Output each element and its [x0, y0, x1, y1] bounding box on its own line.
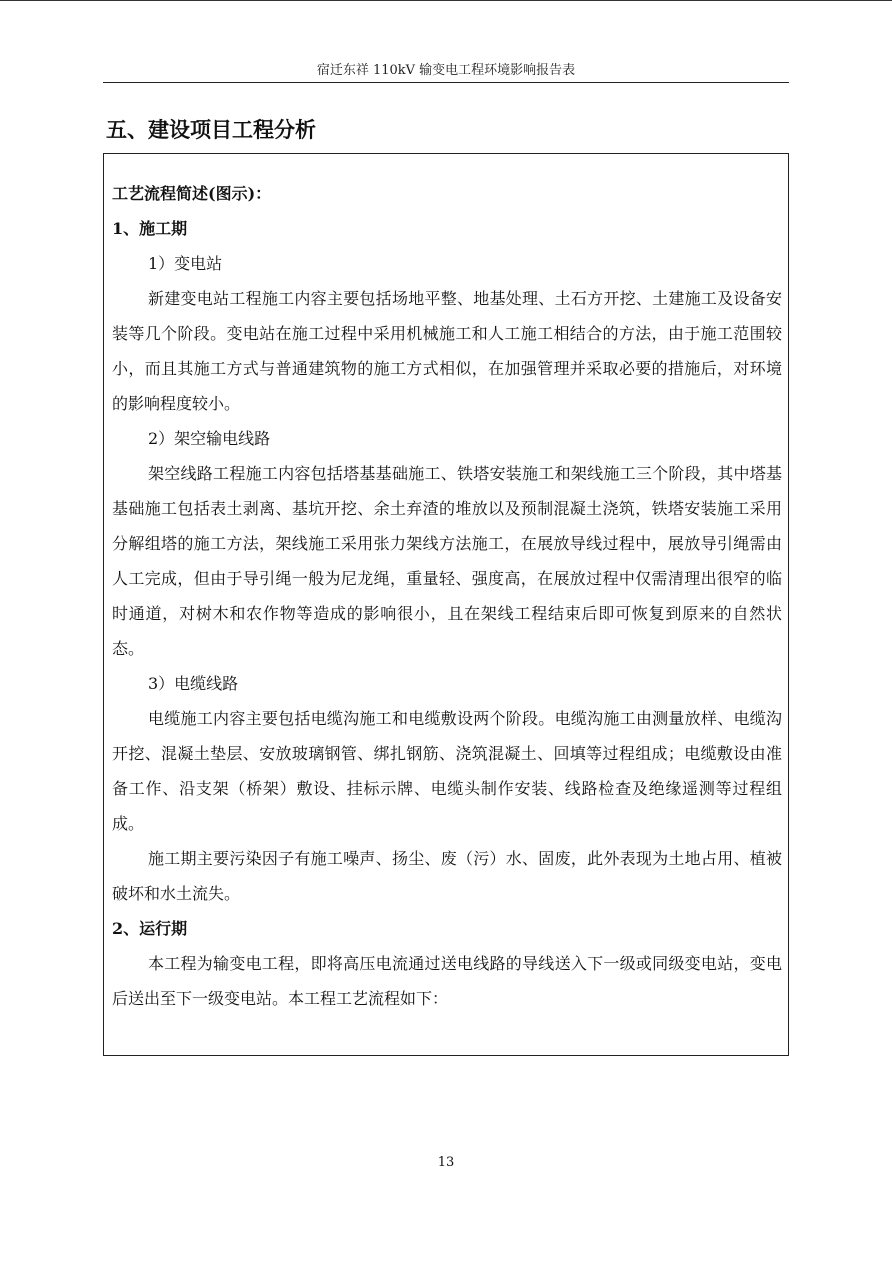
content-body	[112, 176, 782, 1016]
overhead-line-subheading: 2）架空输电线路	[148, 429, 271, 448]
header-rule	[103, 82, 789, 83]
page-number: 13	[437, 1155, 455, 1170]
content-table-box	[103, 153, 789, 1056]
operation-paragraph: 本工程为输变电工程，即将高压电流通过送电线路的导线送入下一级或同级变电站，变电后送出至下一级变电站。本工程工艺流程如下：	[112, 954, 782, 1008]
process-heading: 工艺流程简述(图示)：	[112, 184, 272, 203]
substation-subheading: 1）变电站	[148, 254, 223, 273]
running-header: 宿迁东祥 110kV 输变电工程环境影响报告表	[316, 63, 576, 78]
section-title: 五、建设项目工程分析	[106, 117, 316, 142]
substation-paragraph: 新建变电站工程施工内容主要包括场地平整、地基处理、土石方开挖、土建施工及设备安装等几个阶段。变电站在施工过程中采用机械施工和人工施工相结合的方法，由于施工范围较小，而且其施工方式与普通建筑物的施工方式相似，在加强管理并采取必要的措施后，对环境的影响程度较小。	[112, 289, 782, 413]
overhead-line-paragraph: 架空线路工程施工内容包括塔基基础施工、铁塔安装施工和架线施工三个阶段，其中塔基基础施工包括表土剥离、基坑开挖、余土弃渣的堆放以及预制混凝土浇筑，铁塔安装施工采用分解组塔的施工方法，架线施工采用张力架线方法施工，在展放导线过程中，展放导引绳需由人工完成，但由于导引绳一般为尼龙绳，重量轻、强度高，在展放过程中仅需清理出很窄的临时通道，对树木和农作物等造成的影响很小，且在架线工程结束后即可恢复到原来的自然状态。	[112, 464, 782, 658]
pollution-paragraph: 施工期主要污染因子有施工噪声、扬尘、废（污）水、固废，此外表现为土地占用、植被破坏和水土流失。	[112, 849, 782, 903]
page-top-border	[0, 0, 892, 1]
cable-line-paragraph: 电缆施工内容主要包括电缆沟施工和电缆敷设两个阶段。电缆沟施工由测量放样、电缆沟开挖、混凝土垫层、安放玻璃钢管、绑扎钢筋、浇筑混凝土、回填等过程组成；电缆敷设由准备工作、沿支架（桥架）敷设、挂标示牌、电缆头制作安装、线路检查及绝缘遥测等过程组成。	[112, 709, 782, 833]
cable-line-subheading: 3）电缆线路	[148, 674, 239, 693]
construction-period-heading: 1、施工期	[112, 219, 188, 238]
operation-period-heading: 2、运行期	[112, 919, 188, 938]
